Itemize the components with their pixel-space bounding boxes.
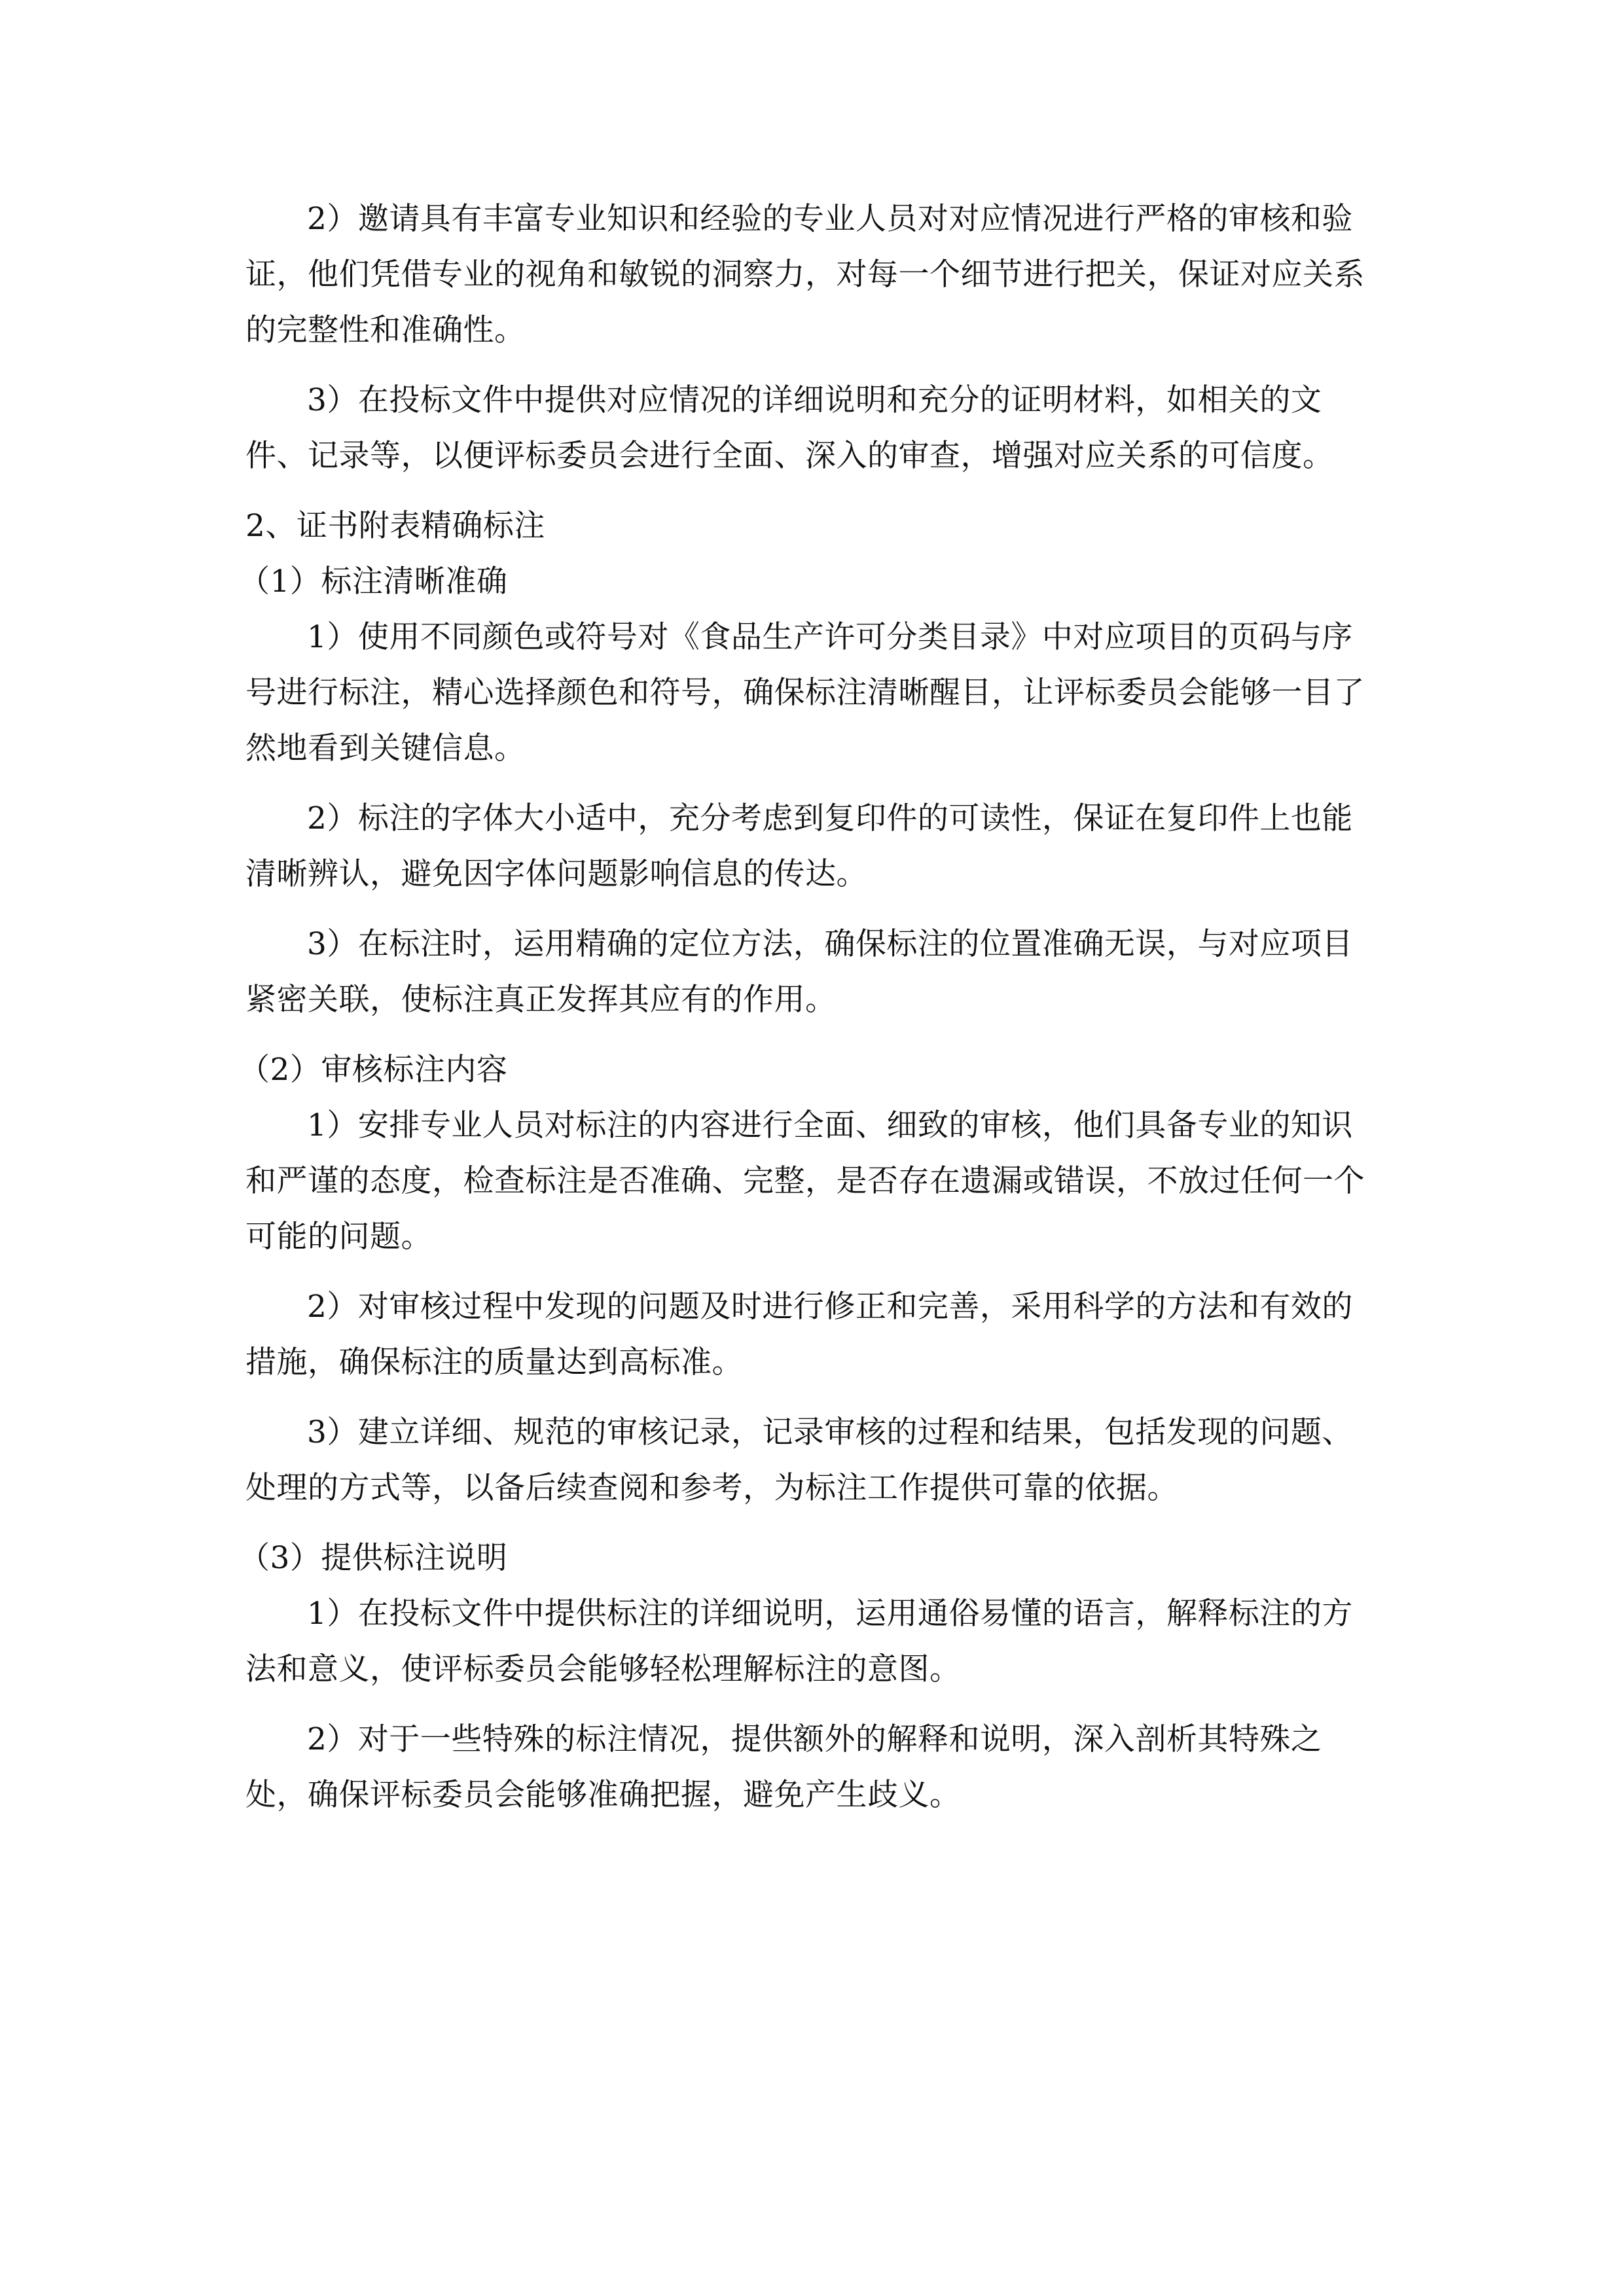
section-heading: 2、证书附表精确标注	[245, 508, 545, 544]
subsection-heading: （3）提供标注说明	[239, 1540, 508, 1576]
paragraph: 1）安排专业人员对标注的内容进行全面、细致的审核，他们具备专业的知识和严谨的态度，检查标注是否准确、完整，是否存在遗漏或错误，不放过任何一个可能的问题。	[245, 1107, 1365, 1255]
subsection-heading: （1）标注清晰准确	[239, 564, 508, 600]
paragraph: 2）对审核过程中发现的问题及时进行修正和完善，采用科学的方法和有效的措施，确保标注的质量达到高标准。	[245, 1289, 1353, 1380]
paragraph: 1）在投标文件中提供标注的详细说明，运用通俗易懂的语言，解释标注的方法和意义，使评标委员会能够轻松理解标注的意图。	[245, 1596, 1353, 1687]
paragraph: 2）对于一些特殊的标注情况，提供额外的解释和说明，深入剖析其特殊之处，确保评标委员会能够准确把握，避免产生歧义。	[245, 1721, 1322, 1813]
paragraph: 1）使用不同颜色或符号对《食品生产许可分类目录》中对应项目的页码与序号进行标注，精心选择颜色和符号，确保标注清晰醒目，让评标委员会能够一目了然地看到关键信息。	[245, 619, 1365, 766]
paragraph: 2）标注的字体大小适中，充分考虑到复印件的可读性，保证在复印件上也能清晰辨认，避免因字体问题影响信息的传达。	[245, 800, 1353, 892]
document-body	[239, 191, 1381, 1837]
paragraph: 3）建立详细、规范的审核记录，记录审核的过程和结果，包括发现的问题、处理的方式等，以备后续查阅和参考，为标注工作提供可靠的依据。	[245, 1414, 1353, 1506]
subsection-heading: （2）审核标注内容	[239, 1052, 508, 1088]
paragraph: 2）邀请具有丰富专业知识和经验的专业人员对对应情况进行严格的审核和验证，他们凭借专业的视角和敏锐的洞察力，对每一个细节进行把关，保证对应关系的完整性和准确性。	[245, 201, 1365, 348]
paragraph: 3）在投标文件中提供对应情况的详细说明和充分的证明材料，如相关的文件、记录等，以便评标委员会进行全面、深入的审查，增强对应关系的可信度。	[245, 382, 1334, 474]
paragraph: 3）在标注时，运用精确的定位方法，确保标注的位置准确无误，与对应项目紧密关联，使标注真正发挥其应有的作用。	[245, 926, 1353, 1018]
